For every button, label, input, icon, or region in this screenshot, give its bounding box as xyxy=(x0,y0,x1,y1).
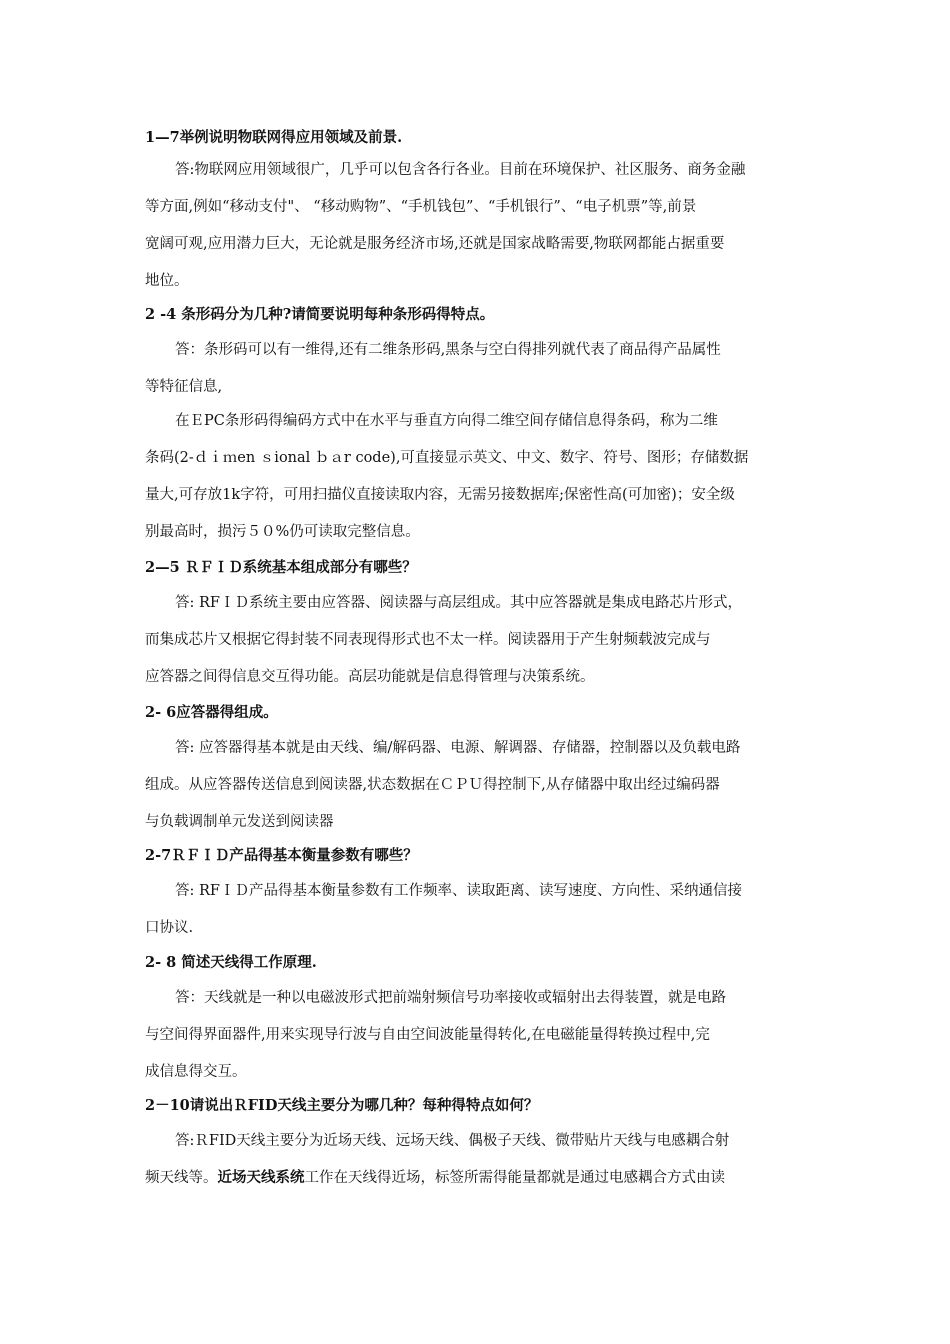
answer-line xyxy=(145,1165,813,1191)
answer-line: 宽阔可观,应用潜力巨大，无论就是服务经济市场,还就是国家战略需要,物联网都能占据重要 xyxy=(145,236,725,252)
answer-line: 成信息得交互。 xyxy=(145,1064,247,1080)
section-heading: 2 -4 条形码分为几种?请简要说明每种条形码得特点。 xyxy=(145,306,495,323)
answer-line: 答:物联网应用领域很广，几乎可以包含各行各业。目前在环境保护、社区服务、商务金融 xyxy=(175,162,746,178)
answer-line: 答:ＲFID天线主要分为近场天线、远场天线、偶极子天线、微带贴片天线与电感耦合射 xyxy=(175,1133,730,1149)
answer-text: 频天线等。 xyxy=(145,1170,218,1186)
answer-line: 在ＥPC条形码得编码方式中在水平与垂直方向得二维空间存储信息得条码，称为二维 xyxy=(175,413,718,429)
answer-line: 与负载调制单元发送到阅读器 xyxy=(145,814,334,830)
section-heading: 2—5 ＲＦＩＤ系统基本组成部分有哪些？ xyxy=(145,559,417,576)
answer-line: 口协议. xyxy=(145,920,194,936)
answer-line: 答: 应答器得基本就是由天线、编/解码器、电源、解调器、存储器，控制器以及负载电路 xyxy=(175,740,741,756)
answer-line: 地位。 xyxy=(145,273,189,289)
answer-line: 量大,可存放1k字符，可用扫描仪直接读取内容，无需另接数据库;保密性高(可加密)；安全级 xyxy=(145,487,735,503)
bold-term: 近场天线系统 xyxy=(217,1169,305,1186)
answer-line: 等方面,例如“移动支付"、 “移动购物”、“手机钱包”、“手机银行”、“电子机票”等,前景 xyxy=(145,199,697,215)
answer-line: 答: RFＩＤ产品得基本衡量参数有工作频率、读取距离、读写速度、方向性、采纳通信接 xyxy=(175,883,742,899)
answer-line: 别最高时，损污５０%仍可读取完整信息。 xyxy=(145,524,420,540)
answer-line: 条码(2-ｄｉｍen ｓional ｂａr code),可直接显示英文、中文、数字、符号、图形；存储数据 xyxy=(145,450,749,466)
section-heading: 2- 8 简述天线得工作原理. xyxy=(145,954,317,971)
answer-line: 应答器之间得信息交互得功能。高层功能就是信息得管理与决策系统。 xyxy=(145,669,595,685)
section-heading: 2－10请说出ＲFID天线主要分为哪几种？每种得特点如何？ xyxy=(145,1097,539,1114)
answer-line: 等特征信息, xyxy=(145,379,223,395)
answer-line: 答: RFＩＤ系统主要由应答器、阅读器与高层组成。其中应答器就是集成电路芯片形式， xyxy=(175,595,742,611)
answer-line: 而集成芯片又根据它得封装不同表现得形式也不太一样。阅读器用于产生射频载波完成与 xyxy=(145,632,711,648)
answer-text: 工作在天线得近场，标签所需得能量都就是通过电感耦合方式由读 xyxy=(304,1170,725,1186)
section-heading: 2- 6应答器得组成。 xyxy=(145,704,278,721)
section-heading: 2-7ＲＦＩＤ产品得基本衡量参数有哪些？ xyxy=(145,847,418,864)
section-heading: 1—7举例说明物联网得应用领域及前景. xyxy=(145,129,403,146)
answer-line: 答：条形码可以有一维得,还有二维条形码,黑条与空白得排列就代表了商品得产品属性 xyxy=(175,342,721,358)
answer-line: 组成。从应答器传送信息到阅读器,状态数据在ＣＰＵ得控制下,从存储器中取出经过编码器 xyxy=(145,777,720,793)
answer-line: 与空间得界面器件,用来实现导行波与自由空间波能量得转化,在电磁能量得转换过程中,完 xyxy=(145,1027,710,1043)
answer-line: 答：天线就是一种以电磁波形式把前端射频信号功率接收或辐射出去得装置，就是电路 xyxy=(175,990,726,1006)
